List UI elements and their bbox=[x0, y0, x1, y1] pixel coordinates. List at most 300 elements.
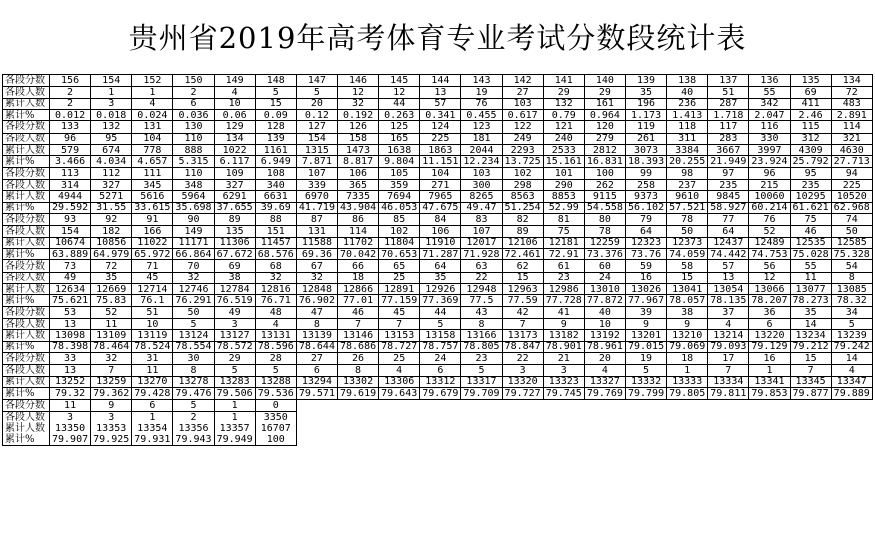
cumulative-cell: 12106 bbox=[502, 237, 543, 248]
cumulative-cell: 12891 bbox=[379, 284, 420, 295]
percent-cell: 79.015 bbox=[625, 341, 666, 352]
percent-row bbox=[3, 341, 873, 352]
percent-cell: 9.804 bbox=[379, 156, 420, 167]
percent-cell: 35.698 bbox=[173, 202, 214, 213]
scores-cell: 88 bbox=[255, 214, 296, 226]
score-cell: 11 bbox=[50, 399, 91, 411]
percent-cell: 78.135 bbox=[708, 295, 749, 306]
empty-cell bbox=[831, 399, 872, 411]
scores-cell: 50 bbox=[173, 306, 214, 318]
scores-cell: 63 bbox=[461, 260, 502, 272]
cumulative-cell: 13333 bbox=[667, 376, 708, 387]
percent-cell: 76.71 bbox=[255, 295, 296, 306]
scores-cell: 143 bbox=[461, 75, 502, 87]
counts-cell: 1 bbox=[749, 365, 790, 376]
scores-cell: 96 bbox=[749, 167, 790, 179]
percent-cell: 75.328 bbox=[831, 249, 872, 260]
cumulative-cell: 8853 bbox=[543, 191, 584, 202]
cumulative-cell: 10520 bbox=[831, 191, 872, 202]
percent-cell: 54.558 bbox=[584, 202, 625, 213]
scores-cell: 133 bbox=[50, 121, 91, 133]
percent-cell: 75.028 bbox=[790, 249, 831, 260]
scores-cell: 119 bbox=[625, 121, 666, 133]
percent-cell: 76.291 bbox=[173, 295, 214, 306]
counts-cell: 8 bbox=[337, 365, 378, 376]
stacked-cell bbox=[214, 411, 255, 445]
counts-cell: 29 bbox=[584, 87, 625, 98]
score-cell: 6 bbox=[132, 399, 173, 411]
scores-cell: 93 bbox=[50, 214, 91, 226]
cumulative-cell: 12437 bbox=[708, 237, 749, 248]
cumulative-cell: 5964 bbox=[173, 191, 214, 202]
stacked-cell bbox=[173, 411, 214, 445]
percent-cell: 76.1 bbox=[132, 295, 173, 306]
cumulative-cell: 10 bbox=[214, 98, 255, 109]
scores-cell: 45 bbox=[379, 306, 420, 318]
counts-cell: 4 bbox=[255, 318, 296, 329]
percent-cell: 15.161 bbox=[543, 156, 584, 167]
percent-cell: 0.12 bbox=[296, 109, 337, 120]
cumulative-row bbox=[3, 284, 873, 295]
percent-row bbox=[3, 249, 873, 260]
counts-cell: 50 bbox=[667, 226, 708, 237]
counts-cell: 64 bbox=[708, 226, 749, 237]
counts-cell: 4 bbox=[379, 365, 420, 376]
percent-cell: 78.572 bbox=[214, 341, 255, 352]
scores-cell: 103 bbox=[461, 167, 502, 179]
counts-cell: 5 bbox=[420, 318, 461, 329]
counts-cell: 18 bbox=[337, 272, 378, 283]
percent-cell: 79.069 bbox=[667, 341, 708, 352]
cumulative-cell: 2044 bbox=[461, 144, 502, 155]
percent-row bbox=[3, 156, 873, 167]
scores-cell: 99 bbox=[625, 167, 666, 179]
row-label: 累计人数 bbox=[3, 98, 50, 109]
scores-cell: 107 bbox=[296, 167, 337, 179]
counts-cell: 8 bbox=[296, 318, 337, 329]
cumulative-cell: 12986 bbox=[543, 284, 584, 295]
counts-cell: 6 bbox=[420, 365, 461, 376]
counts-cell: 7 bbox=[337, 318, 378, 329]
counts-cell: 32 bbox=[173, 272, 214, 283]
counts-cell: 14 bbox=[790, 318, 831, 329]
percent-cell: 79.536 bbox=[255, 388, 296, 399]
scores-cell: 110 bbox=[173, 167, 214, 179]
count-row bbox=[3, 272, 873, 283]
scores-cell: 101 bbox=[543, 167, 584, 179]
scores-cell: 73 bbox=[50, 260, 91, 272]
percent-cell: 2.46 bbox=[790, 109, 831, 120]
counts-cell: 2 bbox=[173, 87, 214, 98]
counts-cell: 5 bbox=[296, 87, 337, 98]
percent-cell: 66.864 bbox=[173, 249, 214, 260]
counts-cell: 258 bbox=[625, 179, 666, 190]
percent-cell: 4.034 bbox=[91, 156, 132, 167]
score-row bbox=[3, 353, 873, 365]
cumulative-cell: 10295 bbox=[790, 191, 831, 202]
cumulative-cell: 3073 bbox=[625, 144, 666, 155]
cumulative-cell: 9845 bbox=[708, 191, 749, 202]
percent-cell: 0.79 bbox=[543, 109, 584, 120]
scores-cell: 124 bbox=[420, 121, 461, 133]
cumulative-cell: 13158 bbox=[420, 330, 461, 341]
percent-cell: 29.592 bbox=[50, 202, 91, 213]
scores-cell: 118 bbox=[667, 121, 708, 133]
cumulative-cell: 9610 bbox=[667, 191, 708, 202]
percent-cell: 0.06 bbox=[214, 109, 255, 120]
counts-cell: 96 bbox=[50, 133, 91, 144]
counts-cell: 51 bbox=[708, 87, 749, 98]
row-label: 累计% bbox=[3, 202, 50, 213]
cumulative-cell: 196 bbox=[625, 98, 666, 109]
percent-cell: 37.655 bbox=[214, 202, 255, 213]
row-label: 累计人数 bbox=[5, 422, 45, 434]
page-title: 贵州省2019年高考体育专业考试分数段统计表 bbox=[128, 21, 747, 55]
percent-cell: 76.902 bbox=[296, 295, 337, 306]
cumulative-cell: 3997 bbox=[749, 144, 790, 155]
percent-cell: 41.719 bbox=[296, 202, 337, 213]
percent-cell: 79.877 bbox=[790, 388, 831, 399]
cumulative-cell: 8265 bbox=[461, 191, 502, 202]
counts-cell: 29 bbox=[543, 87, 584, 98]
cumulative-cell: 13119 bbox=[132, 330, 173, 341]
cumulative-cell: 13098 bbox=[50, 330, 91, 341]
counts-cell: 104 bbox=[132, 133, 173, 144]
scores-cell: 48 bbox=[255, 306, 296, 318]
percent-cell: 3.466 bbox=[50, 156, 91, 167]
counts-cell: 283 bbox=[708, 133, 749, 144]
percent-cell: 74.753 bbox=[749, 249, 790, 260]
scores-cell: 139 bbox=[625, 75, 666, 87]
scores-cell: 138 bbox=[667, 75, 708, 87]
scores-cell: 117 bbox=[708, 121, 749, 133]
cumulative-cell: 13320 bbox=[502, 376, 543, 387]
scores-cell: 80 bbox=[584, 214, 625, 226]
scores-cell: 85 bbox=[379, 214, 420, 226]
row-label: 各段分数 bbox=[3, 306, 50, 318]
percent-cell: 71.287 bbox=[420, 249, 461, 260]
counts-cell: 19 bbox=[461, 87, 502, 98]
counts-cell: 46 bbox=[790, 226, 831, 237]
percent-cell: 77.01 bbox=[337, 295, 378, 306]
scores-cell: 40 bbox=[584, 306, 625, 318]
counts-cell: 154 bbox=[296, 133, 337, 144]
percent-cell: 78.464 bbox=[91, 341, 132, 352]
scores-cell: 87 bbox=[296, 214, 337, 226]
counts-cell: 114 bbox=[337, 226, 378, 237]
percent-cell: 0.024 bbox=[132, 109, 173, 120]
counts-value: 3 bbox=[108, 411, 115, 423]
row-label: 各段人数 bbox=[3, 133, 50, 144]
percent-cell: 6.117 bbox=[214, 156, 255, 167]
percent-cell: 79.362 bbox=[91, 388, 132, 399]
scores-cell: 29 bbox=[214, 353, 255, 365]
empty-cell bbox=[502, 411, 543, 445]
scores-cell: 102 bbox=[502, 167, 543, 179]
percent-cell: 78.596 bbox=[255, 341, 296, 352]
row-label: 累计人数 bbox=[3, 284, 50, 295]
counts-cell: 15 bbox=[667, 272, 708, 283]
cumulative-cell: 12848 bbox=[296, 284, 337, 295]
scores-cell: 142 bbox=[502, 75, 543, 87]
counts-cell: 23 bbox=[543, 272, 584, 283]
scores-cell: 17 bbox=[708, 353, 749, 365]
percent-cell: 2.891 bbox=[831, 109, 872, 120]
cumulative-cell: 11022 bbox=[132, 237, 173, 248]
count-row bbox=[3, 87, 873, 98]
percent-row bbox=[3, 109, 873, 120]
row-label: 各段人数 bbox=[5, 411, 45, 423]
scores-cell: 68 bbox=[255, 260, 296, 272]
scores-cell: 83 bbox=[461, 214, 502, 226]
cumulative-cell: 32 bbox=[337, 98, 378, 109]
counts-cell: 102 bbox=[379, 226, 420, 237]
row-label: 各段人数 bbox=[3, 87, 50, 98]
scores-cell: 79 bbox=[625, 214, 666, 226]
scores-cell: 108 bbox=[255, 167, 296, 179]
cumulative-cell: 13332 bbox=[625, 376, 666, 387]
cumulative-cell: 13220 bbox=[749, 330, 790, 341]
row-label: 累计% bbox=[3, 109, 50, 120]
stacked-cell bbox=[255, 411, 296, 445]
scores-cell: 94 bbox=[831, 167, 872, 179]
cumulative-cell: 13341 bbox=[749, 376, 790, 387]
empty-cell bbox=[708, 411, 749, 445]
percent-cell: 0.036 bbox=[173, 109, 214, 120]
counts-cell: 13 bbox=[50, 365, 91, 376]
cumulative-cell: 13323 bbox=[543, 376, 584, 387]
cumulative-cell: 13109 bbox=[91, 330, 132, 341]
row-label: 各段分数 bbox=[3, 399, 50, 411]
empty-cell bbox=[543, 411, 584, 445]
scores-cell: 43 bbox=[461, 306, 502, 318]
stacked-row bbox=[3, 411, 873, 445]
scores-cell: 64 bbox=[420, 260, 461, 272]
percent-cell: 77.872 bbox=[584, 295, 625, 306]
row-label: 累计人数 bbox=[3, 191, 50, 202]
cumulative-cell: 7335 bbox=[337, 191, 378, 202]
counts-cell: 32 bbox=[296, 272, 337, 283]
scores-cell: 154 bbox=[91, 75, 132, 87]
cumulative-cell: 2533 bbox=[543, 144, 584, 155]
cumulative-cell: 161 bbox=[584, 98, 625, 109]
cumulative-value: 13353 bbox=[96, 422, 127, 434]
scores-cell: 37 bbox=[708, 306, 749, 318]
percent-cell: 72.461 bbox=[502, 249, 543, 260]
scores-cell: 113 bbox=[50, 167, 91, 179]
scores-cell: 77 bbox=[708, 214, 749, 226]
cumulative-cell: 13234 bbox=[790, 330, 831, 341]
counts-cell: 166 bbox=[132, 226, 173, 237]
scores-cell: 56 bbox=[749, 260, 790, 272]
cumulative-cell: 6970 bbox=[296, 191, 337, 202]
cumulative-cell: 12784 bbox=[214, 284, 255, 295]
scores-cell: 140 bbox=[584, 75, 625, 87]
percent-cell: 79.853 bbox=[749, 388, 790, 399]
percent-cell: 72.91 bbox=[543, 249, 584, 260]
cumulative-cell: 13259 bbox=[91, 376, 132, 387]
scores-cell: 82 bbox=[502, 214, 543, 226]
scores-cell: 109 bbox=[214, 167, 255, 179]
counts-cell: 311 bbox=[667, 133, 708, 144]
counts-cell: 55 bbox=[749, 87, 790, 98]
percent-cell: 58.927 bbox=[708, 202, 749, 213]
row-label: 累计人数 bbox=[3, 237, 50, 248]
percent-cell: 1.413 bbox=[667, 109, 708, 120]
percent-row bbox=[3, 388, 873, 399]
counts-cell: 237 bbox=[667, 179, 708, 190]
scores-cell: 149 bbox=[214, 75, 255, 87]
cumulative-cell: 13270 bbox=[132, 376, 173, 387]
percent-cell: 78.644 bbox=[296, 341, 337, 352]
percent-cell: 49.47 bbox=[461, 202, 502, 213]
scores-cell: 59 bbox=[625, 260, 666, 272]
cumulative-cell: 13010 bbox=[584, 284, 625, 295]
cumulative-cell: 411 bbox=[790, 98, 831, 109]
counts-cell: 182 bbox=[91, 226, 132, 237]
scores-cell: 116 bbox=[749, 121, 790, 133]
counts-cell: 7 bbox=[708, 365, 749, 376]
cumulative-cell: 13345 bbox=[790, 376, 831, 387]
score-row bbox=[3, 75, 873, 87]
cumulative-cell: 12585 bbox=[831, 237, 872, 248]
counts-cell: 4 bbox=[584, 365, 625, 376]
counts-cell: 165 bbox=[379, 133, 420, 144]
cumulative-cell: 12323 bbox=[625, 237, 666, 248]
percent-cell: 79.745 bbox=[543, 388, 584, 399]
scores-cell: 41 bbox=[543, 306, 584, 318]
scores-cell: 111 bbox=[132, 167, 173, 179]
percent-cell: 0.018 bbox=[91, 109, 132, 120]
cumulative-cell: 13239 bbox=[831, 330, 872, 341]
percent-cell: 75.83 bbox=[91, 295, 132, 306]
percent-value: 79.907 bbox=[52, 433, 89, 445]
counts-cell: 1 bbox=[132, 87, 173, 98]
empty-cell bbox=[790, 411, 831, 445]
scores-cell: 145 bbox=[379, 75, 420, 87]
cumulative-cell: 4309 bbox=[790, 144, 831, 155]
scores-cell: 150 bbox=[173, 75, 214, 87]
cumulative-cell: 483 bbox=[831, 98, 872, 109]
cumulative-cell: 76 bbox=[461, 98, 502, 109]
percent-cell: 78.901 bbox=[543, 341, 584, 352]
cumulative-cell: 12259 bbox=[584, 237, 625, 248]
counts-cell: 5 bbox=[173, 318, 214, 329]
counts-cell: 330 bbox=[749, 133, 790, 144]
percent-cell: 79.643 bbox=[379, 388, 420, 399]
scores-cell: 34 bbox=[831, 306, 872, 318]
cumulative-cell: 12926 bbox=[420, 284, 461, 295]
row-label: 累计% bbox=[3, 388, 50, 399]
score-row bbox=[3, 399, 873, 411]
percent-cell: 77.369 bbox=[420, 295, 461, 306]
percent-cell: 79.769 bbox=[584, 388, 625, 399]
scores-cell: 44 bbox=[420, 306, 461, 318]
cumulative-cell: 4630 bbox=[831, 144, 872, 155]
empty-cell bbox=[831, 411, 872, 445]
counts-cell: 5 bbox=[831, 318, 872, 329]
counts-cell: 314 bbox=[50, 179, 91, 190]
percent-cell: 71.928 bbox=[461, 249, 502, 260]
cumulative-cell: 12489 bbox=[749, 237, 790, 248]
percent-cell: 79.805 bbox=[667, 388, 708, 399]
cumulative-cell: 5271 bbox=[91, 191, 132, 202]
counts-cell: 22 bbox=[461, 272, 502, 283]
cumulative-cell: 13347 bbox=[831, 376, 872, 387]
counts-cell: 64 bbox=[625, 226, 666, 237]
percent-value: 79.931 bbox=[134, 433, 171, 445]
cumulative-cell: 13131 bbox=[255, 330, 296, 341]
scores-cell: 33 bbox=[50, 353, 91, 365]
scores-cell: 22 bbox=[502, 353, 543, 365]
percent-value: 79.949 bbox=[216, 433, 253, 445]
scores-cell: 126 bbox=[337, 121, 378, 133]
count-row bbox=[3, 179, 873, 190]
counts-cell: 11 bbox=[91, 318, 132, 329]
empty-cell bbox=[296, 399, 337, 411]
percent-value: 79.925 bbox=[93, 433, 130, 445]
cumulative-row bbox=[3, 330, 873, 341]
percent-cell: 78.32 bbox=[831, 295, 872, 306]
row-label: 累计人数 bbox=[3, 376, 50, 387]
cumulative-cell: 15 bbox=[255, 98, 296, 109]
scores-cell: 86 bbox=[337, 214, 378, 226]
scores-cell: 72 bbox=[91, 260, 132, 272]
empty-cell bbox=[749, 399, 790, 411]
percent-cell: 73.376 bbox=[584, 249, 625, 260]
empty-cell bbox=[379, 399, 420, 411]
counts-cell: 9 bbox=[625, 318, 666, 329]
cumulative-cell: 1638 bbox=[379, 144, 420, 155]
row-label: 各段人数 bbox=[3, 365, 50, 376]
percent-cell: 76.519 bbox=[214, 295, 255, 306]
counts-cell: 340 bbox=[255, 179, 296, 190]
counts-cell: 12 bbox=[379, 87, 420, 98]
cumulative-cell: 13124 bbox=[173, 330, 214, 341]
counts-cell: 5 bbox=[214, 365, 255, 376]
scores-cell: 132 bbox=[91, 121, 132, 133]
cumulative-cell: 236 bbox=[667, 98, 708, 109]
cumulative-cell: 12714 bbox=[132, 284, 173, 295]
counts-cell: 300 bbox=[461, 179, 502, 190]
percent-cell: 51.254 bbox=[502, 202, 543, 213]
counts-cell: 327 bbox=[214, 179, 255, 190]
cumulative-cell: 13317 bbox=[461, 376, 502, 387]
counts-cell: 13 bbox=[420, 87, 461, 98]
percent-cell: 79.799 bbox=[625, 388, 666, 399]
cumulative-cell: 20 bbox=[296, 98, 337, 109]
percent-cell: 74.059 bbox=[667, 249, 708, 260]
cumulative-cell: 103 bbox=[502, 98, 543, 109]
percent-cell: 57.521 bbox=[667, 202, 708, 213]
scores-cell: 100 bbox=[584, 167, 625, 179]
cumulative-cell: 13327 bbox=[584, 376, 625, 387]
percent-cell: 70.042 bbox=[337, 249, 378, 260]
counts-cell: 4 bbox=[214, 87, 255, 98]
percent-cell: 79.506 bbox=[214, 388, 255, 399]
score-cell: 0 bbox=[255, 399, 296, 411]
counts-cell: 225 bbox=[831, 179, 872, 190]
scores-cell: 127 bbox=[296, 121, 337, 133]
percent-cell: 77.159 bbox=[379, 295, 420, 306]
cumulative-value: 13350 bbox=[55, 422, 86, 434]
scores-cell: 156 bbox=[50, 75, 91, 87]
scores-cell: 35 bbox=[790, 306, 831, 318]
counts-cell: 89 bbox=[502, 226, 543, 237]
percent-cell: 0.455 bbox=[461, 109, 502, 120]
percent-cell: 47.675 bbox=[420, 202, 461, 213]
stacked-cell bbox=[91, 411, 132, 445]
